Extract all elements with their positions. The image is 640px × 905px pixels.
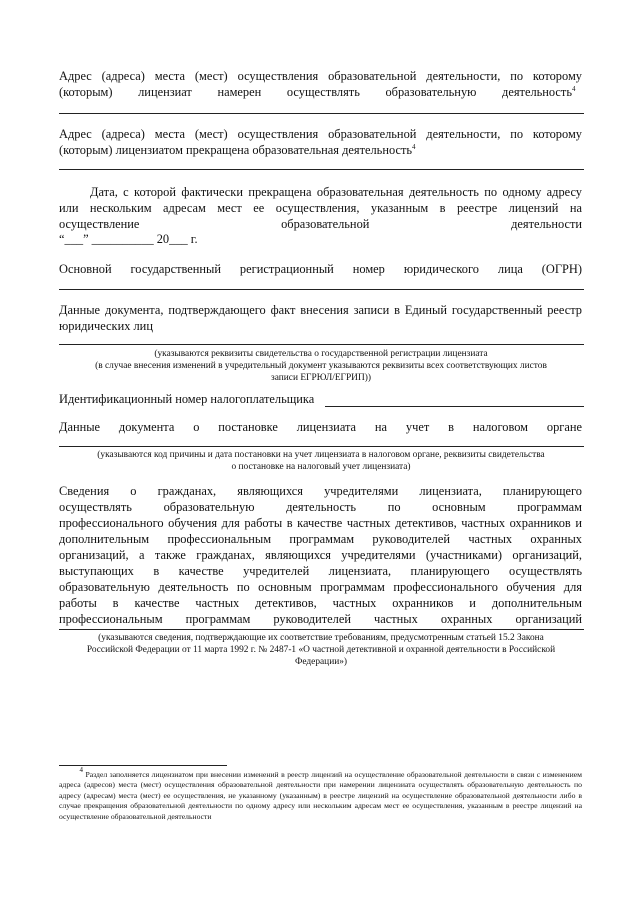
section2-line1: Адрес (адреса) места (мест) осуществления образовательной деятельности, по которому bbox=[59, 127, 582, 141]
footnote-ref-4: 4 bbox=[412, 143, 416, 151]
inn-label: Идентификационный номер налогоплательщика bbox=[59, 392, 315, 406]
section8-note3: Федерации») bbox=[294, 657, 348, 667]
section8-line-8: работы в качестве частных детективов, частных охранников и дополнительным bbox=[59, 596, 582, 610]
section5-note1: (указываются реквизиты свидетельства о государственной регистрации лицензиата bbox=[154, 349, 488, 359]
section4-ogrn: Основной государственный регистрационный номер юридического лица (ОГРН) bbox=[59, 262, 582, 276]
section3-line2: или нескольким адресам мест ее осуществления, указанным в реестре лицензий на bbox=[59, 201, 582, 215]
section5-note2: (в случае внесения изменений в учредительный документ указываются реквизиты всех соответствующих листов bbox=[95, 361, 547, 371]
section4-fill-line bbox=[59, 289, 584, 290]
section5-note3: записи ЕГРЮЛ/ЕГРИП)) bbox=[271, 373, 371, 383]
section3-line1: Дата, с которой фактически прекращена образовательная деятельность по одному адресу bbox=[90, 185, 582, 199]
section7-note2: о постановке на налоговый учет лицензиата) bbox=[231, 462, 411, 472]
footnote-ref-4: 4 bbox=[572, 85, 576, 93]
section8-fill-line bbox=[59, 629, 584, 630]
section7-note1: (указываются код причины и дата постановки на учет лицензиата в налоговом органе, реквизиты свидетельства bbox=[97, 450, 545, 460]
section8-line-7: образовательную деятельность по основным программам профессионального обучения для bbox=[59, 580, 582, 594]
section2-line2: (которым) лицензиатом прекращена образовательная деятельность bbox=[59, 143, 413, 157]
section1-line1: Адрес (адреса) места (мест) осуществления образовательной деятельности, по которому bbox=[59, 69, 582, 83]
section8-line-3: профессионального обучения для работы в качестве частных детективов, частных охранников и bbox=[59, 516, 582, 530]
section7-line1: Данные документа о постановке лицензиата на учет в налоговом органе bbox=[59, 420, 582, 434]
section7-fill-line bbox=[59, 446, 584, 447]
section8-line-5: организаций, а также гражданах, являющихся учредителями (участниками) организаций, bbox=[59, 548, 582, 562]
inn-fill-line bbox=[325, 406, 584, 407]
section8-line-6: выступающих в качестве учредителей лицензиата, планирующего осуществлять bbox=[59, 564, 582, 578]
section2-fill-line bbox=[59, 169, 584, 170]
footnote-mark: 4 bbox=[79, 766, 83, 774]
section8-line-2: осуществлять образовательную деятельность по основным программам bbox=[59, 500, 582, 514]
section3-date: “___” __________ 20___ г. bbox=[59, 232, 198, 246]
section8-note2: Российской Федерации от 11 марта 1992 г. № 2487-1 «О частной детективной и охранной деятельности в Российской bbox=[86, 645, 556, 655]
section8-line-9: профессиональным программам руководителей частных охранных организаций bbox=[59, 612, 582, 626]
footnote-text: Раздел заполняется лицензиатом при внесении изменений в реестр лицензий на осуществление образовательной деятельности в связи с изменением адреса (адресов) места (мест) осуществления образовательной деятельности при намерении лицензиата осуществлять образовательную деятельность по адресу (адресам) места (мест) ее осуществления, не указанному (указанным) в реестре лицензий на осуществление образовательной деятельности либо в случае прекращения образовательной деятельности по одному адресу или нескольким адресам мест ее осуществления, указанным в реестре лицензий на осуществление образовательной деятельности bbox=[59, 770, 583, 821]
section2-line2-row bbox=[59, 143, 416, 159]
section5-line1: Данные документа, подтверждающего факт внесения записи в Единый государственный реестр bbox=[59, 303, 582, 317]
footnote-separator bbox=[59, 765, 227, 766]
section5-fill-line bbox=[59, 344, 584, 345]
section8-note1: (указываются сведения, подтверждающие их соответствие требованиям, предусмотренным статьей 15.2 Закона bbox=[98, 633, 544, 643]
section1-line2-row bbox=[59, 85, 582, 101]
footnote-4 bbox=[59, 766, 583, 822]
section8-line-1: Сведения о гражданах, являющихся учредителями лицензиата, планирующего bbox=[59, 484, 582, 498]
section1-fill-line bbox=[59, 113, 584, 114]
section3-line3: осуществление образовательной деятельности bbox=[59, 217, 582, 231]
section8-line-4: дополнительным профессиональным программам руководителей частных охранных bbox=[59, 532, 582, 546]
section1-line2: (которым) лицензиат намерен осуществлять образовательную деятельность bbox=[59, 85, 572, 99]
section5-line2: юридических лиц bbox=[59, 319, 153, 333]
